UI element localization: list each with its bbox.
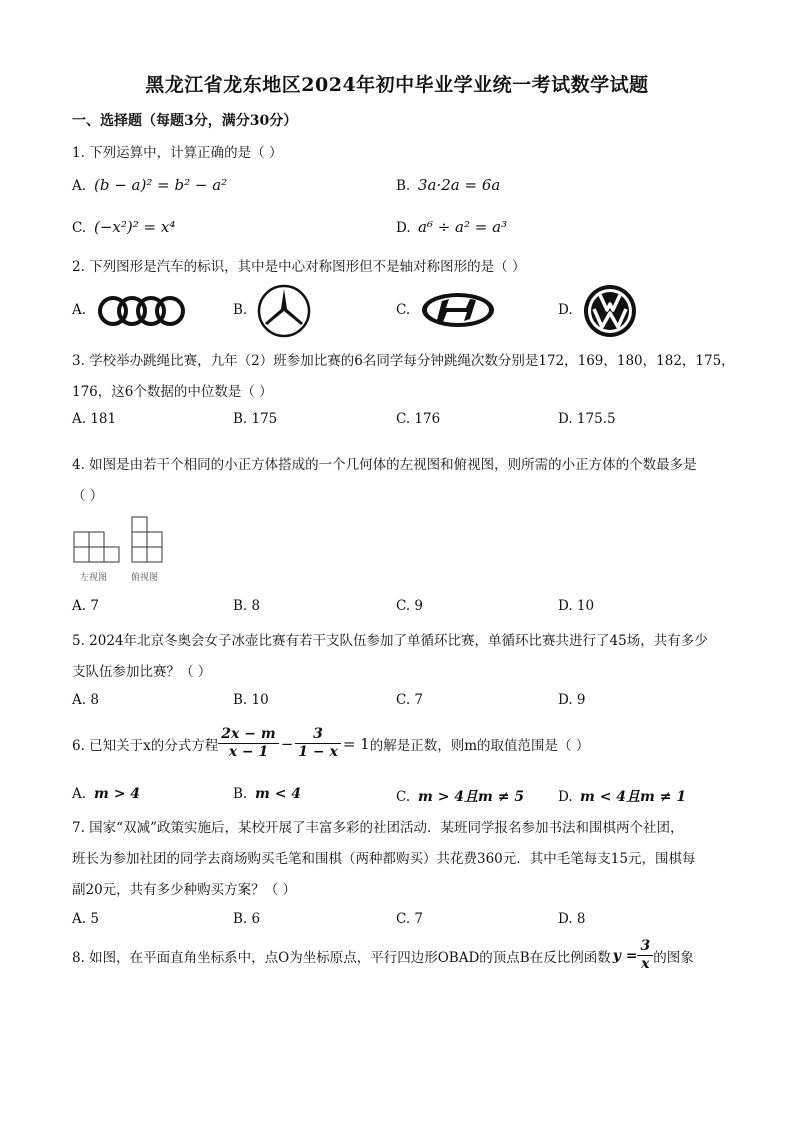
q7-stem-line2: 班长为参加社团的同学去商场购买毛笔和围棋（两种都购买）共花费360元．其中毛笔每支15元，围棋每 xyxy=(72,851,696,867)
top-view-caption: 俯视图 xyxy=(131,573,159,583)
q1-option-d[interactable]: D. a⁶ ÷ a² = a³ xyxy=(396,218,508,236)
q7-option-d[interactable]: D. 8 xyxy=(558,911,586,927)
page-title: 黑龙江省龙东地区2024年初中毕业学业统一考试数学试题 xyxy=(145,74,649,96)
hyundai-logo-icon xyxy=(420,291,496,329)
q2-stem: 2. 下列图形是汽车的标识，其中是中心对称图形但不是轴对称图形的是（ ） xyxy=(72,259,526,275)
q8-fraction: $\frac{3}{x}$ xyxy=(637,938,653,973)
q3-option-d[interactable]: D. 175.5 xyxy=(558,411,616,427)
q5-option-c[interactable]: C. 7 xyxy=(396,692,424,708)
q2-option-d-label[interactable]: D. xyxy=(558,302,573,318)
q7-option-c[interactable]: C. 7 xyxy=(396,911,424,927)
q7-stem-line3: 副20元，共有多少种购买方案？（ ） xyxy=(72,882,296,898)
q2-option-b-label[interactable]: B. xyxy=(233,302,248,318)
q7-option-b[interactable]: B. 6 xyxy=(233,911,261,927)
q6-option-b[interactable]: B. m < 4 xyxy=(233,786,302,802)
section-heading: 一、选择题（每题3分，满分30分） xyxy=(72,113,298,129)
q3-option-b[interactable]: B. 175 xyxy=(233,411,278,427)
q1-option-b[interactable]: B. 3a·2a = 6a xyxy=(396,176,501,194)
q3-option-c[interactable]: C. 176 xyxy=(396,411,441,427)
q4-stem-line1: 4. 如图是由若干个相同的小正方体搭成的一个几何体的左视图和俯视图，则所需的小正方体的个数最多是 xyxy=(72,457,697,473)
q8-stem: 8. 如图，在平面直角坐标系中，点O为坐标原点，平行四边形OBAD的顶点B在反比例函数 y = $\frac{3}{x}$ 的图象 xyxy=(72,938,694,972)
left-view-caption: 左视图 xyxy=(80,573,108,583)
q4-option-b[interactable]: B. 8 xyxy=(233,598,261,614)
q1-option-a[interactable]: A. (b − a)² = b² − a² xyxy=(72,176,228,194)
q6-option-d[interactable]: D. m < 4且m ≠ 1 xyxy=(558,789,687,805)
q6-fraction-1: $\frac{2x - m}{x - 1}$ xyxy=(218,726,278,761)
q5-option-d[interactable]: D. 9 xyxy=(558,692,586,708)
q4-stem-line2: （ ） xyxy=(72,488,104,504)
q2-option-a-label[interactable]: A. xyxy=(72,302,87,318)
q5-option-a[interactable]: A. 8 xyxy=(72,692,99,708)
q1-stem: 1. 下列运算中，计算正确的是（ ） xyxy=(72,145,283,161)
volkswagen-logo-icon xyxy=(582,283,638,339)
q3-stem-line1: 3. 学校举办跳绳比赛，九年（2）班参加比赛的6名同学每分钟跳绳次数分别是172，169，180，182，175， xyxy=(72,353,735,369)
q5-option-b[interactable]: B. 10 xyxy=(233,692,269,708)
q4-option-a[interactable]: A. 7 xyxy=(72,598,99,614)
q5-stem-line2: 支队伍参加比赛？（ ） xyxy=(72,664,212,680)
left-view-figure xyxy=(72,516,122,564)
top-view-figure xyxy=(130,516,166,564)
q5-stem-line1: 5. 2024年北京冬奥会女子冰壶比赛有若干支队伍参加了单循环比赛，单循环比赛共进行了45场，共有多少 xyxy=(72,633,708,649)
q1-option-c[interactable]: C. (−x²)² = x⁴ xyxy=(72,218,176,236)
q6-option-a[interactable]: A. m > 4 xyxy=(72,786,141,802)
mercedes-star-icon xyxy=(256,284,312,338)
q3-option-a[interactable]: A. 181 xyxy=(72,411,117,427)
q7-option-a[interactable]: A. 5 xyxy=(72,911,99,927)
q7-stem-line1: 7. 国家“双减”政策实施后，某校开展了丰富多彩的社团活动．某班同学报名参加书法和围棋两个社团， xyxy=(72,820,684,836)
audi-rings-icon xyxy=(96,294,188,328)
q6-option-c[interactable]: C. m > 4且m ≠ 5 xyxy=(396,789,525,805)
q2-option-c-label[interactable]: C. xyxy=(396,302,411,318)
q4-option-c[interactable]: C. 9 xyxy=(396,598,424,614)
q6-stem: 6. 已知关于x的分式方程 $\frac{2x - m}{x - 1}$ − $\frac{3}{1 - x}$ = 1 的解是正数，则m的取值范围是（ ） xyxy=(72,726,590,760)
q4-option-d[interactable]: D. 10 xyxy=(558,598,595,614)
q3-stem-line2: 176，这6个数据的中位数是（ ） xyxy=(72,384,273,400)
q6-fraction-2: $\frac{3}{1 - x}$ xyxy=(295,726,341,761)
